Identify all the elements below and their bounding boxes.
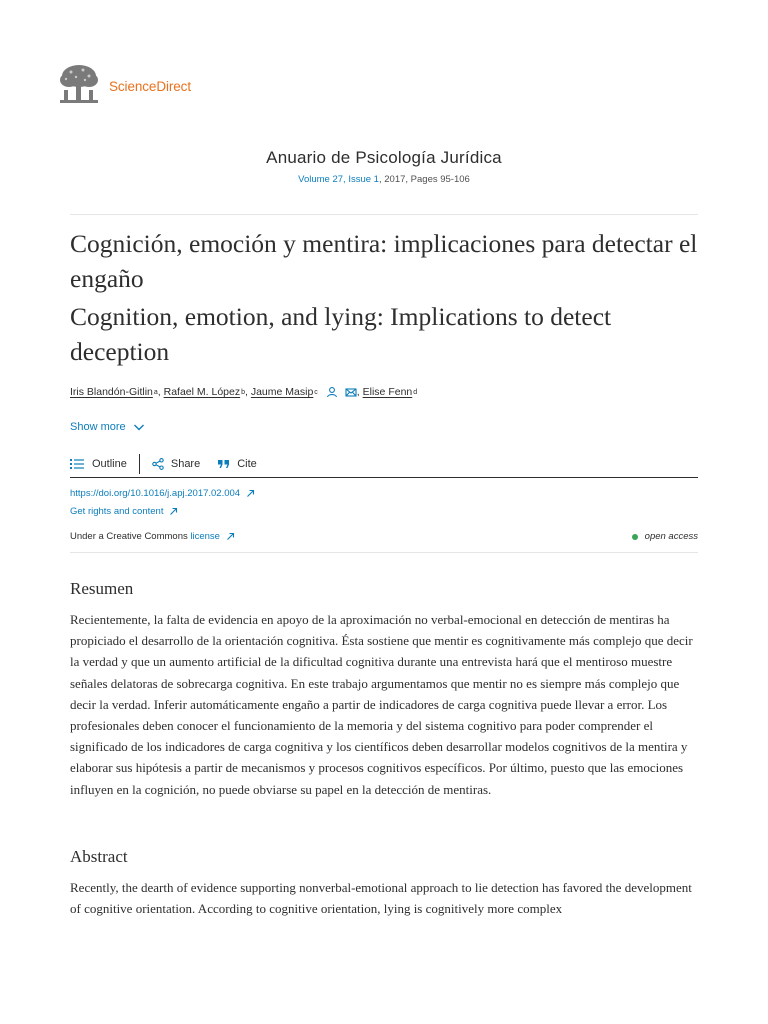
external-link-icon xyxy=(169,507,178,516)
abstract-heading: Abstract xyxy=(70,847,128,866)
author-separator: , xyxy=(356,386,363,398)
rights-row xyxy=(70,506,178,517)
share-label: Share xyxy=(170,458,201,470)
open-access-dot-icon xyxy=(632,534,638,540)
article-title-en: Cognition, emotion, and lying: Implications to detect deception xyxy=(70,302,612,366)
doi-row xyxy=(70,488,255,499)
license-prefix: Under a Creative Commons xyxy=(70,531,191,542)
toolbar-underline xyxy=(70,477,698,478)
brand-name[interactable]: ScienceDirect xyxy=(109,78,191,94)
author-separator: , xyxy=(157,386,164,398)
volume-link[interactable]: Volume 27, Issue 1 xyxy=(298,174,379,185)
author-link[interactable]: Rafael M. López xyxy=(163,386,241,398)
license-link[interactable]: license xyxy=(190,531,220,542)
share-button[interactable] xyxy=(152,458,200,470)
abstract-text: Recently, the dearth of evidence supporting nonverbal-emotional approach to lie detection has favored the development of cognitive orientation. According to cognitive orientation, lying is cognitively more complex xyxy=(70,880,692,917)
author-link[interactable]: Elise Fenn xyxy=(362,386,413,398)
author-separator: , xyxy=(245,386,251,398)
site-header xyxy=(56,62,191,108)
cite-label: Cite xyxy=(237,458,257,470)
divider xyxy=(70,552,698,553)
doi-link[interactable]: https://doi.org/10.1016/j.apj.2017.02.004 xyxy=(70,488,241,499)
rights-link[interactable]: Get rights and content xyxy=(70,506,164,517)
journal-title[interactable]: Anuario de Psicología Jurídica xyxy=(266,148,502,167)
license-row xyxy=(70,531,235,542)
outline-button[interactable] xyxy=(70,458,127,470)
author-list xyxy=(70,386,417,398)
affiliation-marker: c xyxy=(314,388,318,396)
list-icon xyxy=(70,458,84,470)
external-link-icon xyxy=(246,489,255,498)
toolbar-separator xyxy=(139,454,140,474)
person-icon[interactable] xyxy=(326,386,338,398)
affiliation-marker: a xyxy=(153,388,158,396)
external-link-icon xyxy=(226,532,235,541)
author-link[interactable]: Jaume Masip xyxy=(250,386,314,398)
open-access-badge xyxy=(632,531,698,542)
affiliation-marker: b xyxy=(241,388,245,396)
quote-icon xyxy=(218,459,230,469)
resumen-text: Recientemente, la falta de evidencia en apoyo de la aproximación no verbal-emocional en detección de mentiras ha propiciado el desarrollo de la orientación cognitiva. Ésta sostiene que mentir es cognitivamente más complejo que decir la verdad y que un aumento artificial de la dificultad cognitiva durante una entrevista hará que el mentiroso muestre señales delatoras de sobrecarga cognitiva. En este trabajo argumentamos que mentir no es siempre más complejo que decir la verdad. Inferir automáticamente engaño a partir de indicadores de carga cognitiva puede llevar a error. Los profesionales deben conocer el funcionamiento de la memoria y del sistema cognitivo para poder comprender el significado de los indicadores de carga cognitiva y los científicos deben desarrollar modelos cognitivos de la mentira y elaborar sus hipótesis a partir de mecanismos y procesos cognitivos específicos. Por último, puesto que las emociones influyen en la cognición, no puede obviarse su papel en la detección de mentiras. xyxy=(70,612,693,797)
elsevier-tree-icon[interactable] xyxy=(56,62,102,108)
cite-button[interactable] xyxy=(218,458,257,470)
author-link[interactable]: Iris Blandón-Gitlin xyxy=(70,386,153,398)
show-more-label: Show more xyxy=(70,421,126,433)
article-toolbar xyxy=(70,451,698,477)
affiliation-marker: d xyxy=(413,388,418,396)
show-more-button[interactable] xyxy=(70,421,145,433)
divider xyxy=(70,214,698,215)
email-icon[interactable] xyxy=(345,386,357,398)
article-title-es: Cognición, emoción y mentira: implicaciones para detectar el engaño xyxy=(70,229,698,293)
open-access-label: open access xyxy=(644,531,698,542)
share-icon xyxy=(152,458,164,470)
resumen-heading: Resumen xyxy=(70,579,134,598)
chevron-down-icon xyxy=(133,421,145,433)
volume-pages: , 2017, Pages 95-106 xyxy=(378,174,470,185)
outline-label: Outline xyxy=(92,458,127,470)
volume-info xyxy=(0,174,768,185)
